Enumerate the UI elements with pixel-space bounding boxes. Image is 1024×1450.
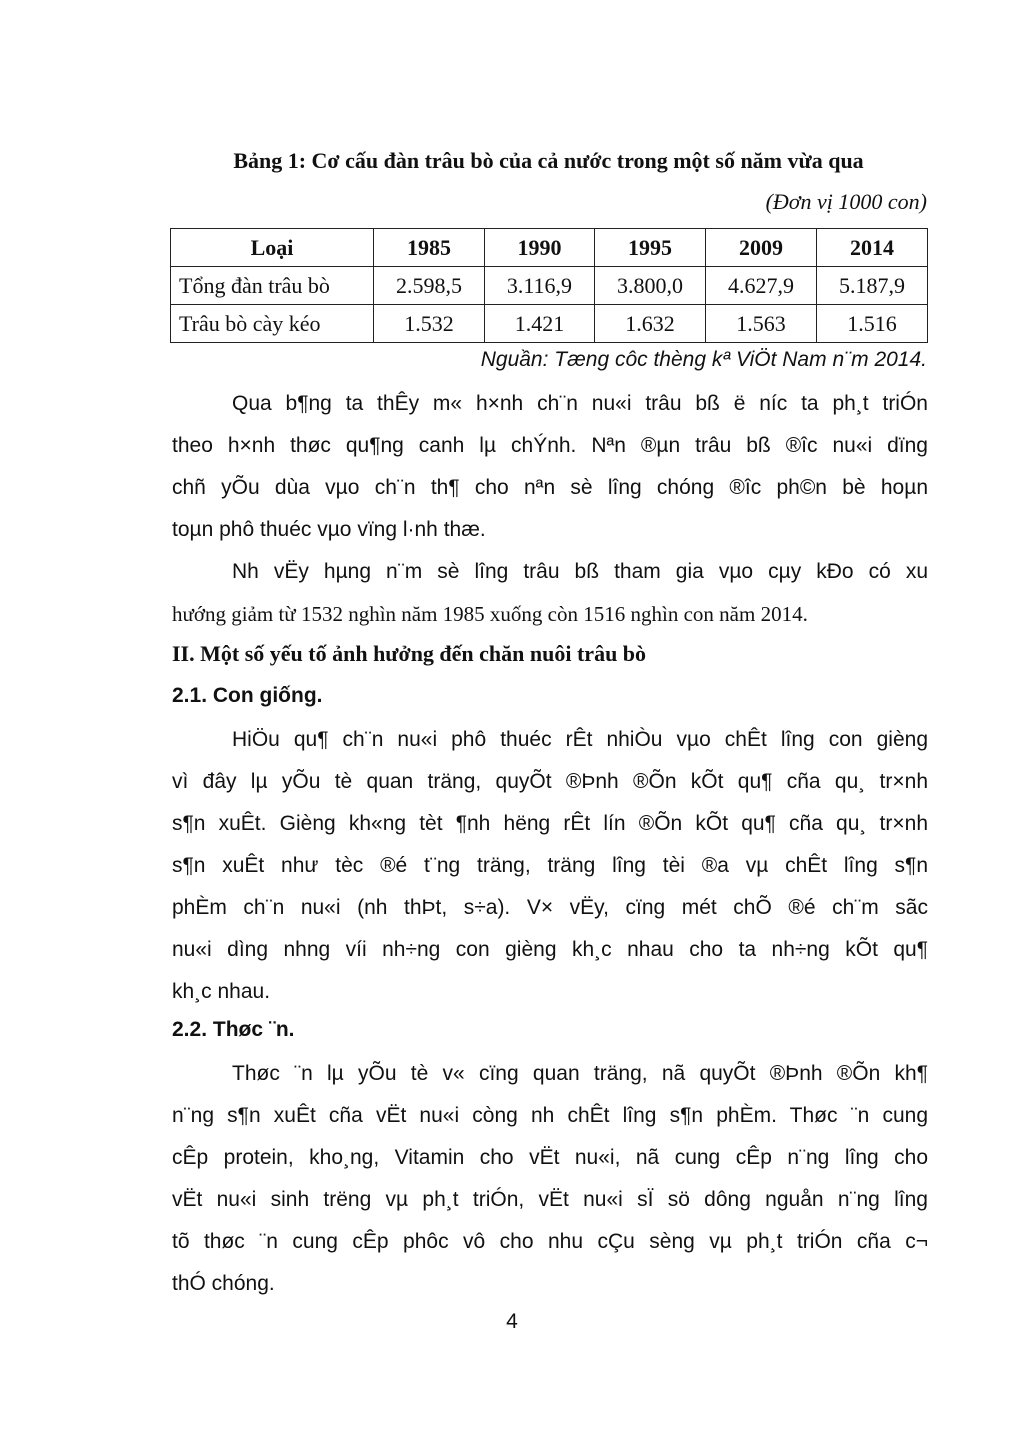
text-line: s¶n xuÊt như tèc ®é t¨ng träng, träng lîng tèi ®a vµ chÊt lîng s¶n <box>172 854 928 877</box>
table-cell: 1.532 <box>374 305 485 343</box>
text-line: cÊp protein, kho¸ng, Vitamin cho vËt nu«i, nã cung cÊp n¨ng lîng cho <box>172 1146 928 1169</box>
table-cell: 1.563 <box>705 305 816 343</box>
text-line: thÓ chóng. <box>172 1272 275 1295</box>
table-cell: 4.627,9 <box>705 267 816 305</box>
text-line: hướng giảm từ 1532 nghìn năm 1985 xuống còn 1516 nghìn con năm 2014. <box>172 602 808 626</box>
header-cell: 1985 <box>374 229 485 267</box>
table-row <box>171 267 928 305</box>
table-cell: 3.116,9 <box>485 267 595 305</box>
paragraph-1 <box>172 383 928 551</box>
header-cell: 2014 <box>816 229 927 267</box>
text-line: phÈm ch¨n nu«i (nh thÞt, s÷a). V× vËy, cïng mét chÕ ®é ch¨m sãc <box>172 896 928 919</box>
table-cell: Trâu bò cày kéo <box>171 305 374 343</box>
table-cell: 5.187,9 <box>816 267 927 305</box>
data-table <box>170 228 928 343</box>
table-caption: Bảng 1: Cơ cấu đàn trâu bò của cả nước trong một số năm vừa qua <box>233 148 864 173</box>
text-line: n¨ng s¶n xuÊt cña vËt nu«i còng nh chÊt lîng s¶n phÈm. Thøc ¨n cung <box>172 1104 928 1127</box>
paragraph-3 <box>172 719 928 1013</box>
subsection-heading: 2.2. Thøc ¨n. <box>172 1018 295 1041</box>
table-cell: 1.632 <box>594 305 705 343</box>
table-unit: (Đơn vị 1000 con) <box>765 189 927 214</box>
table-cell: Tổng đàn trâu bò <box>171 267 374 305</box>
table-row <box>171 305 928 343</box>
table-cell: 3.800,0 <box>594 267 705 305</box>
header-cell: 1990 <box>485 229 595 267</box>
table-source: Nguần: Tæng côc thèng kª ViÖt Nam n¨m 2014. <box>480 348 927 371</box>
header-cell: Loại <box>171 229 374 267</box>
header-cell: 2009 <box>705 229 816 267</box>
text-line: kh¸c nhau. <box>172 980 271 1003</box>
text-line: Qua b¶ng ta thÊy m« h×nh ch¨n nu«i trâu bß ë níc ta ph¸t triÓn <box>232 392 928 415</box>
text-line: HiÖu qu¶ ch¨n nu«i phô thuéc rÊt nhiÒu vµo chÊt lîng con gièng <box>232 728 928 751</box>
text-line: s¶n xuÊt. Gièng kh«ng tèt ¶nh hëng rÊt lín ®Õn kÕt qu¶ cña qu¸ tr×nh <box>172 812 928 835</box>
text-line: nu«i dìng nhng víi nh÷ng con gièng kh¸c nhau cho ta nh÷ng kÕt qu¶ <box>172 938 928 961</box>
text-line: vËt nu«i sinh trëng vµ ph¸t triÓn, vËt nu«i sÏ sö dông nguån n¨ng lîng <box>172 1188 928 1211</box>
paragraph-4 <box>172 1053 928 1305</box>
text-line: toµn phô thuéc vµo vïng l·nh thæ. <box>172 518 486 541</box>
paragraph-2 <box>172 551 928 635</box>
table-cell: 2.598,5 <box>374 267 485 305</box>
table-header-row <box>171 229 928 267</box>
table-cell: 1.421 <box>485 305 595 343</box>
table-cell: 1.516 <box>816 305 927 343</box>
header-cell: 1995 <box>594 229 705 267</box>
text-line: theo h×nh thøc qu¶ng canh lµ chÝnh. Nªn ®µn trâu bß ®îc nu«i dïng <box>172 434 928 457</box>
text-line: Nh vËy hµng n¨m sè lîng trâu bß tham gia vµo cµy kÐo có xu <box>232 560 928 583</box>
page-number: 4 <box>506 1310 518 1333</box>
text-line: Thøc ¨n lµ yÕu tè v« cïng quan träng, nã quyÕt ®Þnh ®Õn kh¶ <box>232 1062 928 1085</box>
text-line: vì đây lµ yÕu tè quan träng, quyÕt ®Þnh ®Õn kÕt qu¶ cña qu¸ tr×nh <box>172 770 928 793</box>
text-line: tõ thøc ¨n cung cÊp phôc vô cho nhu cÇu sèng vµ ph¸t triÓn cña c¬ <box>172 1230 928 1253</box>
subsection-heading: 2.1. Con giống. <box>172 684 323 707</box>
section-heading: II. Một số yếu tố ảnh hưởng đến chăn nuôi trâu bò <box>172 641 647 666</box>
text-line: chñ yÕu dùa vµo ch¨n th¶ cho nªn sè lîng chóng ®îc ph©n bè hoµn <box>172 476 928 499</box>
